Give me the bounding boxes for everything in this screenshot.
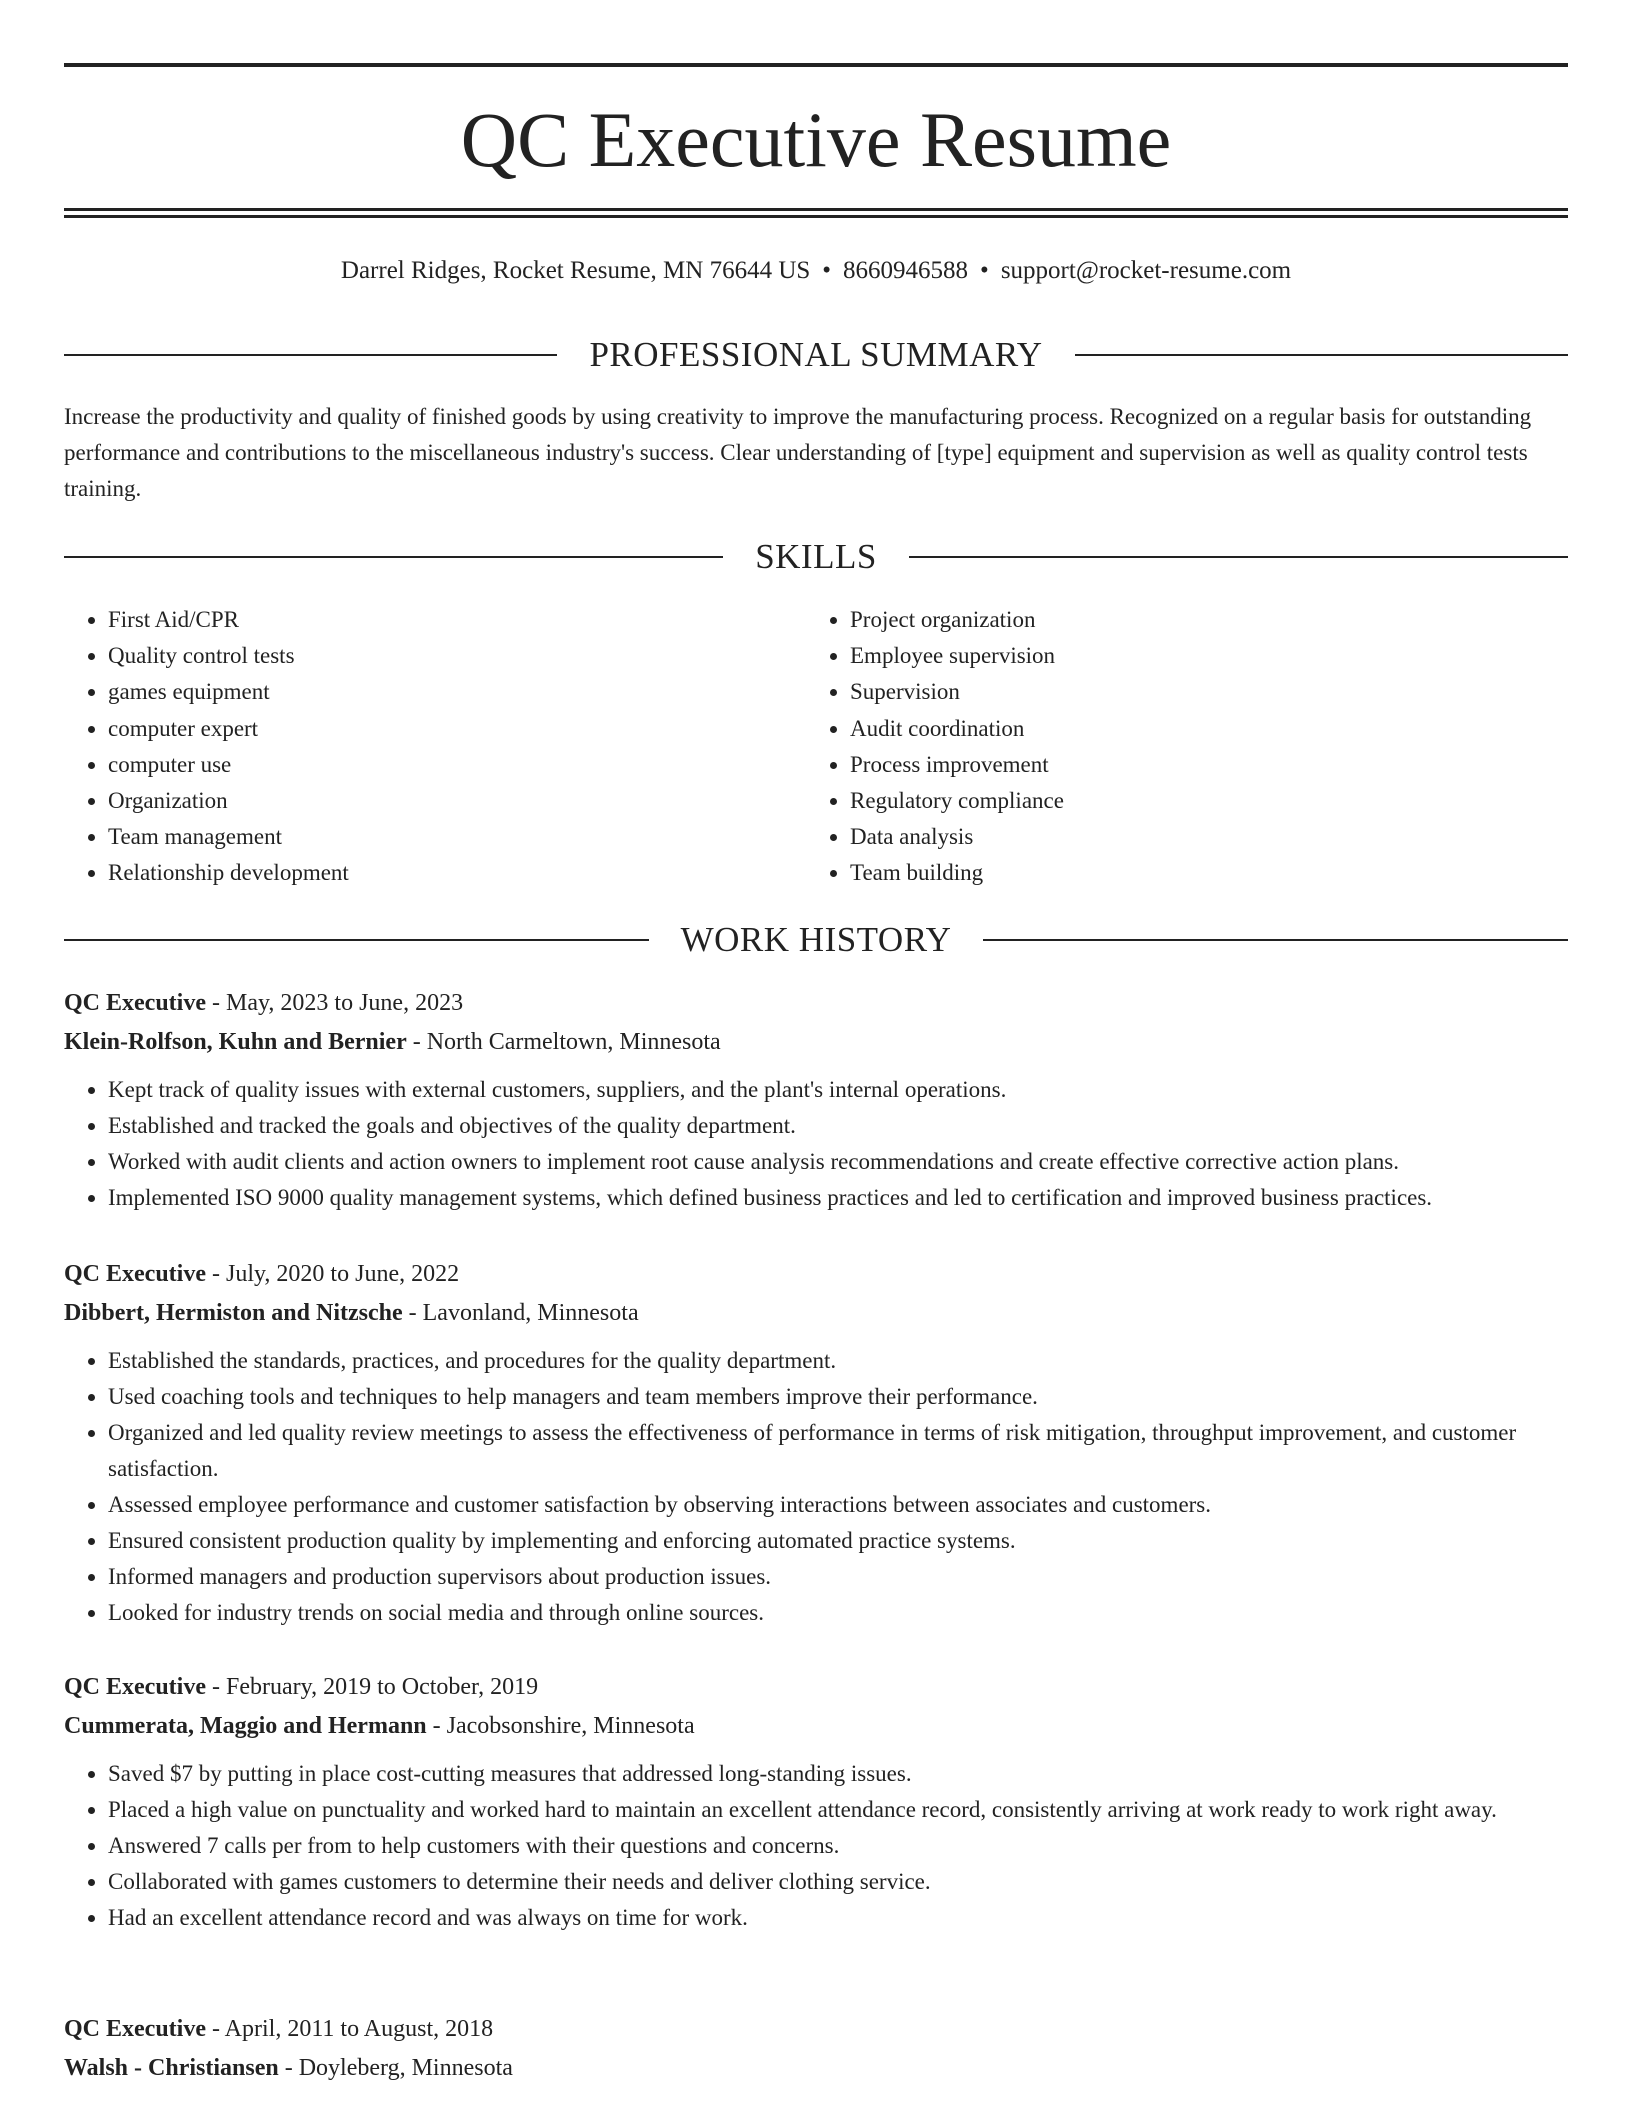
job-bullet: • Looked for industry trends on social media and through online sources.	[108, 1595, 1568, 1631]
job-location: North Carmeltown, Minnesota	[426, 1029, 721, 1055]
skill-item: • First Aid/CPR	[108, 602, 349, 638]
job-location: Jacobsonshire, Minnesota	[446, 1713, 695, 1739]
job-title: QC Executive	[64, 2016, 206, 2042]
job-bullet: • Kept track of quality issues with external customers, suppliers, and the plant's internal operations.	[108, 1072, 1568, 1108]
job-location: Doyleberg, Minnesota	[298, 2055, 513, 2081]
contact-separator: •	[822, 257, 832, 284]
skills-heading	[64, 535, 1568, 579]
skill-item: • Team building	[850, 855, 1064, 891]
summary-heading	[64, 333, 1568, 377]
contact-line	[64, 254, 1568, 288]
job-dates: May, 2023 to June, 2023	[225, 990, 464, 1016]
job-bullet: • Organized and led quality review meetings to assess the effectiveness of performance in terms of risk mitigation, throughput improvement, and customer satisfaction.	[108, 1415, 1568, 1487]
skill-item: • Team management	[108, 819, 349, 855]
job-bullet: • Established and tracked the goals and objectives of the quality department.	[108, 1108, 1568, 1144]
skill-item: • Regulatory compliance	[850, 783, 1064, 819]
job-bullets	[64, 1072, 1568, 1216]
job-company-row: Cummerata, Maggio and Hermann - Jacobsonshire, Minnesota	[64, 1713, 695, 1739]
top-rule	[64, 63, 1568, 67]
job-title: QC Executive	[64, 1674, 206, 1700]
skill-item: • Relationship development	[108, 855, 349, 891]
job-bullet: • Collaborated with games customers to determine their needs and deliver clothing service.	[108, 1864, 1568, 1900]
job-title-row: QC Executive - May, 2023 to June, 2023	[64, 990, 464, 1016]
job-entry	[64, 984, 1568, 1216]
job-company: Walsh - Christiansen	[64, 2055, 279, 2081]
job-title: QC Executive	[64, 990, 206, 1016]
skill-item: • computer expert	[108, 711, 349, 747]
heading-rule-right	[1075, 354, 1568, 356]
job-bullets	[64, 1343, 1568, 1631]
job-company-row: Dibbert, Hermiston and Nitzsche - Lavonland, Minnesota	[64, 1300, 639, 1326]
job-company: Klein-Rolfson, Kuhn and Bernier	[64, 1029, 407, 1055]
job-title-row: QC Executive - July, 2020 to June, 2022	[64, 1261, 460, 1287]
job-bullet: • Informed managers and production supervisors about production issues.	[108, 1559, 1568, 1595]
job-dates: July, 2020 to June, 2022	[225, 1261, 460, 1287]
job-company: Dibbert, Hermiston and Nitzsche	[64, 1300, 403, 1326]
heading-rule-right	[983, 939, 1568, 941]
job-bullet: • Worked with audit clients and action owners to implement root cause analysis recommendations and create effective corrective action plans.	[108, 1144, 1568, 1180]
work-heading	[64, 918, 1568, 962]
skill-item: • computer use	[108, 747, 349, 783]
skill-item: • Quality control tests	[108, 638, 349, 674]
contact-phone: 8660946588	[843, 257, 969, 284]
resume-title: QC Executive Resume	[460, 96, 1172, 183]
heading-rule-left	[64, 354, 557, 356]
skill-item: • Organization	[108, 783, 349, 819]
work-heading-label: WORK HISTORY	[680, 920, 952, 959]
job-bullets	[64, 1756, 1568, 1936]
job-entry	[64, 1668, 1568, 1936]
job-company: Cummerata, Maggio and Hermann	[64, 1713, 427, 1739]
job-company-row: Klein-Rolfson, Kuhn and Bernier - North Carmeltown, Minnesota	[64, 1029, 721, 1055]
title-rule-upper	[64, 208, 1568, 211]
heading-rule-left	[64, 939, 649, 941]
skills-list-right	[806, 602, 1064, 892]
heading-rule-right	[909, 556, 1568, 558]
summary-heading-label: PROFESSIONAL SUMMARY	[589, 335, 1043, 374]
job-dates: April, 2011 to August, 2018	[224, 2016, 494, 2042]
skill-item: • Employee supervision	[850, 638, 1064, 674]
skill-item: • Audit coordination	[850, 711, 1064, 747]
job-bullet: • Saved $7 by putting in place cost-cutting measures that addressed long-standing issues.	[108, 1756, 1568, 1792]
job-bullet: • Ensured consistent production quality by implementing and enforcing automated practice systems.	[108, 1523, 1568, 1559]
job-dates: February, 2019 to October, 2019	[225, 1674, 539, 1700]
job-bullet: • Had an excellent attendance record and was always on time for work.	[108, 1900, 1568, 1936]
contact-separator: •	[980, 257, 989, 284]
job-bullet: • Used coaching tools and techniques to help managers and team members improve their performance.	[108, 1379, 1568, 1415]
job-entry	[64, 2010, 1568, 2088]
contact-email: support@rocket-resume.com	[1000, 257, 1292, 284]
job-location: Lavonland, Minnesota	[422, 1300, 639, 1326]
job-entry	[64, 1255, 1568, 1631]
job-title-row: QC Executive - April, 2011 to August, 2018	[64, 2016, 494, 2042]
job-company-row: Walsh - Christiansen - Doyleberg, Minnesota	[64, 2055, 513, 2081]
job-title: QC Executive	[64, 1261, 206, 1287]
heading-rule-left	[64, 556, 723, 558]
skills-list-left	[64, 602, 349, 892]
skill-item: • Data analysis	[850, 819, 1064, 855]
job-bullet: • Assessed employee performance and customer satisfaction by observing interactions between associates and customers.	[108, 1487, 1568, 1523]
skill-item: • Process improvement	[850, 747, 1064, 783]
job-title-row: QC Executive - February, 2019 to October, 2019	[64, 1674, 539, 1700]
skill-item: • games equipment	[108, 674, 349, 710]
job-bullet: • Answered 7 calls per from to help customers with their questions and concerns.	[108, 1828, 1568, 1864]
summary-text: Increase the productivity and quality of finished goods by using creativity to improve the manufacturing process. Recognized on a regular basis for outstanding performance and contributions to the miscellaneous industry's success. Clear understanding of [type] equipment and supervision as well as quality control tests training.	[64, 404, 1532, 501]
skills-heading-label: SKILLS	[755, 537, 877, 576]
skill-item: • Project organization	[850, 602, 1064, 638]
title-rule-lower	[64, 215, 1568, 218]
job-bullet: • Established the standards, practices, and procedures for the quality department.	[108, 1343, 1568, 1379]
skill-item: • Supervision	[850, 674, 1064, 710]
job-bullet: • Placed a high value on punctuality and worked hard to maintain an excellent attendance record, consistently arriving at work ready to work right away.	[108, 1792, 1568, 1828]
contact-address: Darrel Ridges, Rocket Resume, MN 76644 US	[340, 257, 811, 284]
job-bullet: • Implemented ISO 9000 quality management systems, which defined business practices and led to certification and improved business practices.	[108, 1180, 1568, 1216]
